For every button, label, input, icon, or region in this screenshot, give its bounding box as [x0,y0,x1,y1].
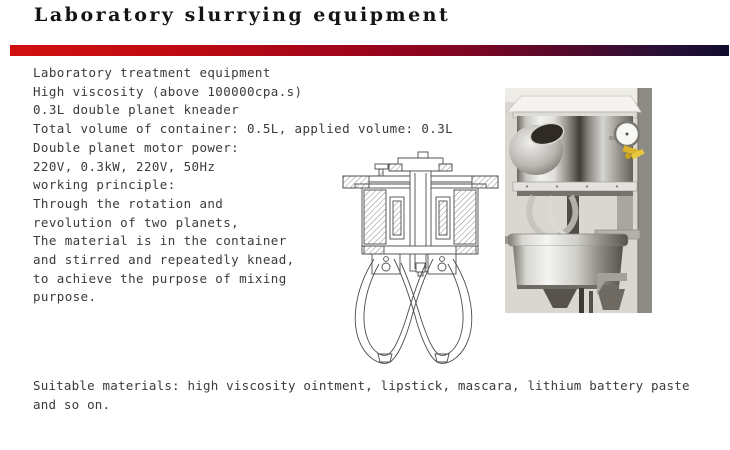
spec-line: High viscosity (above 100000cpa.s) [33,83,303,99]
divider-gradient-bar [10,45,729,56]
spec-line: 220V, 0.3kW, 220V, 50Hz [33,158,216,174]
spec-line: and stirred and repeatedly knead, [33,252,295,268]
photo-wall-stripe [638,88,652,313]
spec-line: Double planet motor power: [33,139,240,155]
equipment-photo [505,88,652,313]
spec-line: Laboratory treatment equipment [33,65,271,80]
spec-line: Total volume of container: 0.5L, applied volume: 0.3L [33,121,454,137]
spec-line: The material is in the container [33,233,287,249]
footer-line: and so on. [33,396,111,412]
footer-line: Suitable materials: high viscosity ointment, lipstick, mascara, lithium battery paste [33,378,690,393]
spec-line: Through the rotation and [33,195,224,211]
photo-bowl-rim [508,234,628,246]
spec-line: 0.3L double planet kneader [33,102,240,118]
spec-line: to achieve the purpose of mixing [33,270,287,286]
suitable-materials-text [33,377,723,414]
spec-line: revolution of two planets, [33,214,240,230]
kneader-cross-section-drawing [338,143,503,368]
page-title: Laboratory slurrying equipment [34,4,451,26]
spec-line: purpose. [33,289,97,305]
spec-line: working principle: [33,177,176,193]
photo-top-cap [507,96,641,112]
photo-bowl [513,246,623,288]
